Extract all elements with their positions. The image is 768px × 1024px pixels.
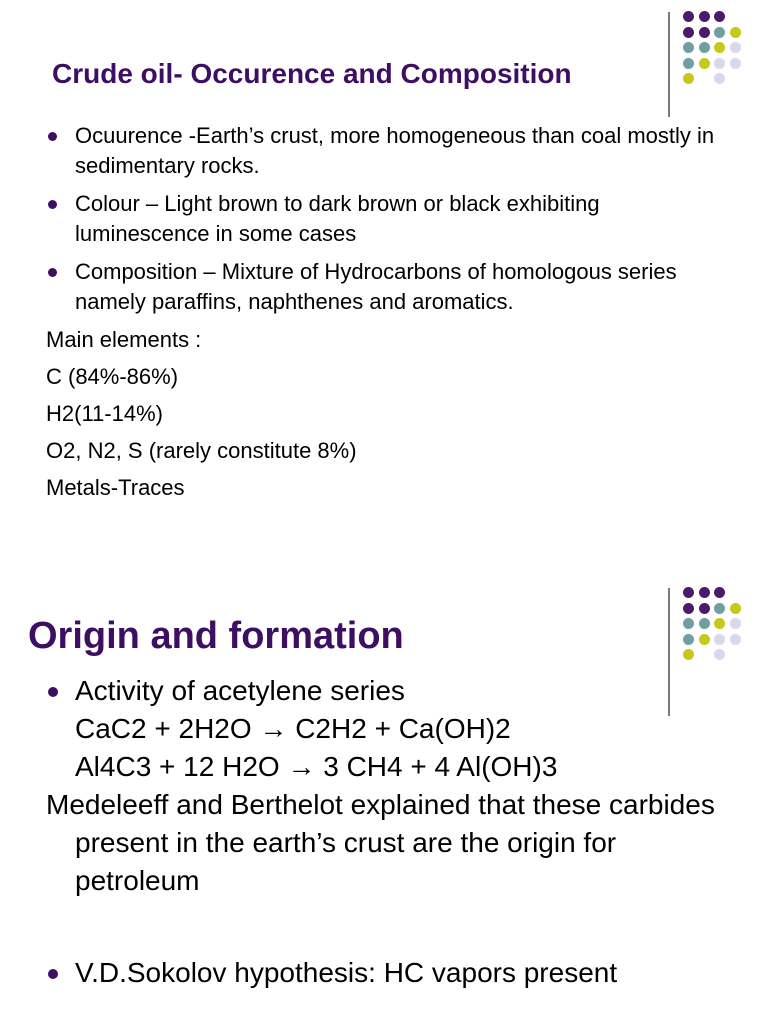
- decor-dot: [714, 27, 725, 38]
- main-elements-label: Main elements :: [46, 327, 202, 352]
- decor-dot: [699, 603, 710, 614]
- slide-body: [46, 121, 726, 510]
- slide-2: [0, 572, 768, 1024]
- decor-dot: [699, 27, 710, 38]
- decor-dot: [699, 618, 710, 629]
- bullet-colour: Colour – Light brown to dark brown or black exhibiting luminescence in some cases: [46, 189, 726, 249]
- decor-dot: [699, 42, 710, 53]
- slide-title: Origin and formation: [28, 615, 404, 657]
- bullet-composition: Composition – Mixture of Hydrocarbons of homologous series namely paraffins, naphthenes and aromatics.: [46, 257, 726, 317]
- bullet-sokolov: V.D.Sokolov hypothesis: HC vapors present: [46, 954, 726, 992]
- decor-dot: [683, 73, 694, 84]
- decor-dot: [714, 649, 725, 660]
- decor-dot: [714, 42, 725, 53]
- element-metals: Metals-Traces: [46, 475, 185, 500]
- decor-dot: [699, 58, 710, 69]
- decor-dot: [683, 634, 694, 645]
- decor-dot: [714, 73, 725, 84]
- decor-dot: [699, 11, 710, 22]
- bullet-acetylene: Activity of acetylene series: [46, 672, 726, 710]
- decor-dot: [714, 11, 725, 22]
- decor-dot: [699, 587, 710, 598]
- decor-dot: [714, 58, 725, 69]
- element-hydrogen: H2(11-14%): [46, 401, 163, 426]
- decor-dot: [730, 27, 741, 38]
- decor-dot: [683, 11, 694, 22]
- equation-aluminium-carbide: Al4C3 + 12 H2O → 3 CH4 + 4 Al(OH)3: [75, 751, 558, 782]
- decor-dot: [730, 634, 741, 645]
- slide-title: Crude oil- Occurence and Composition: [52, 58, 572, 89]
- decor-dot: [683, 27, 694, 38]
- decor-vertical-line: [668, 12, 670, 117]
- element-others: O2, N2, S (rarely constitute 8%): [46, 438, 357, 463]
- decor-dot: [683, 618, 694, 629]
- slide-body: [46, 672, 726, 992]
- element-carbon: C (84%-86%): [46, 364, 179, 389]
- bullet-occurrence: Ocuurence -Earth’s crust, more homogeneous than coal mostly in sedimentary rocks.: [46, 121, 726, 181]
- equation-calcium-carbide: CaC2 + 2H2O → C2H2 + Ca(OH)2: [75, 713, 511, 744]
- paragraph-mendeleev: Medeleeff and Berthelot explained that these carbides present in the earth’s crust are the origin for petroleum: [46, 789, 715, 896]
- decor-dot: [683, 587, 694, 598]
- decor-dot: [683, 42, 694, 53]
- decor-dot: [730, 58, 741, 69]
- decor-dot: [714, 618, 725, 629]
- decor-dot: [683, 603, 694, 614]
- decor-dot: [714, 634, 725, 645]
- decor-dot: [714, 587, 725, 598]
- decor-dot: [730, 618, 741, 629]
- decor-dot: [714, 603, 725, 614]
- decor-dot: [730, 42, 741, 53]
- decor-dot: [699, 634, 710, 645]
- decor-dot: [683, 649, 694, 660]
- decor-dot: [730, 603, 741, 614]
- decor-dot: [683, 58, 694, 69]
